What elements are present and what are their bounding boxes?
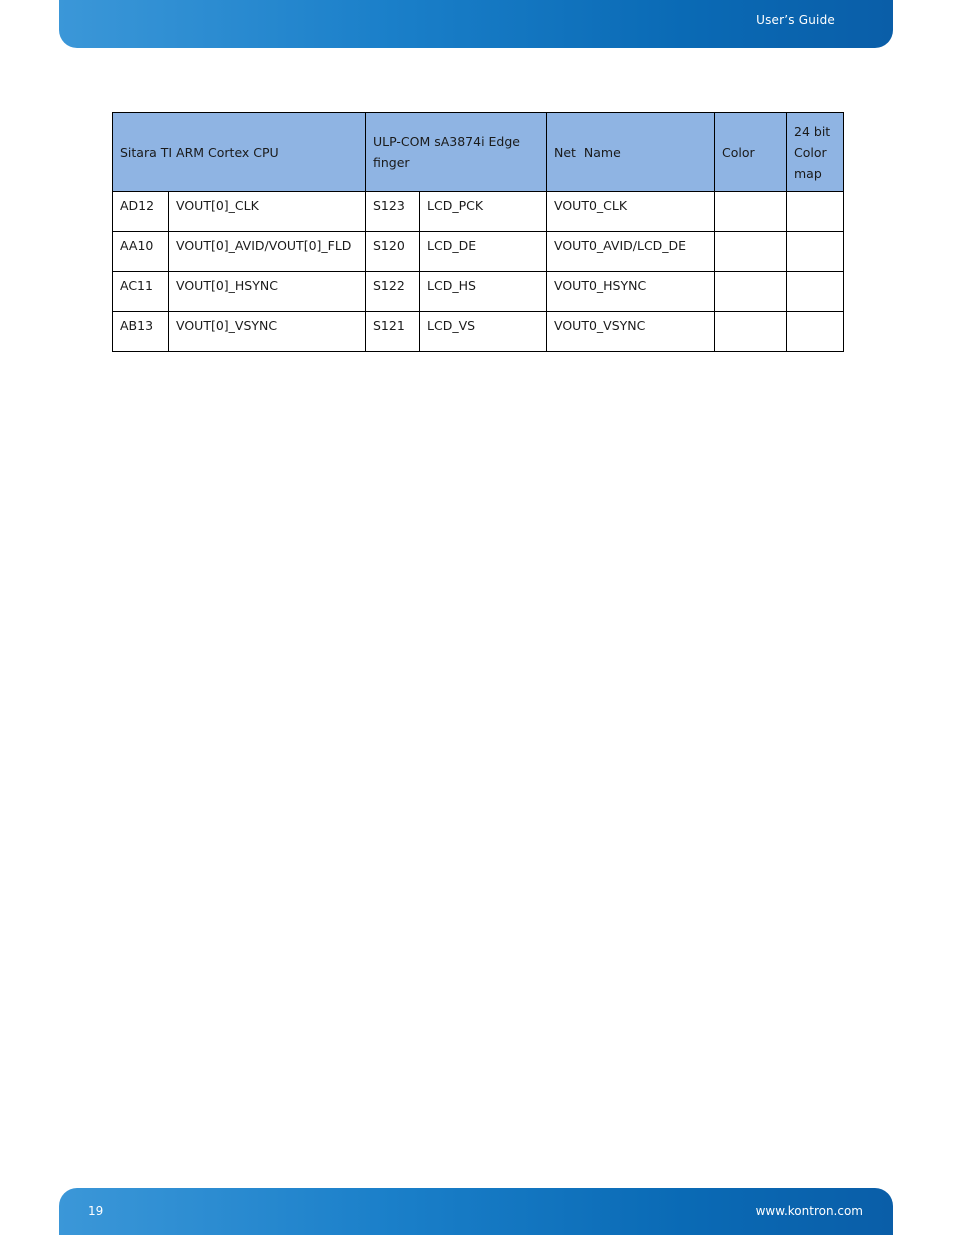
edge-signal: LCD_DE (420, 232, 547, 272)
edge-signal: LCD_VS (420, 312, 547, 352)
net-name: VOUT0_CLK (547, 192, 715, 232)
header-net-name: Net Name (547, 113, 715, 192)
color-cell (715, 192, 787, 232)
color-map-cell (787, 232, 844, 272)
color-map-cell (787, 312, 844, 352)
table-row (113, 232, 844, 272)
color-cell (715, 272, 787, 312)
cpu-ball: AB13 (113, 312, 169, 352)
page-number: 19 (88, 1204, 104, 1218)
header-color: Color (715, 113, 787, 192)
cpu-signal: VOUT[0]_VSYNC (169, 312, 366, 352)
edge-signal: LCD_HS (420, 272, 547, 312)
cpu-signal: VOUT[0]_AVID/VOUT[0]_FLD (169, 232, 366, 272)
header-edge-finger: ULP-COM sA3874i Edge finger (366, 113, 547, 192)
edge-pin: S120 (366, 232, 420, 272)
color-cell (715, 232, 787, 272)
table-row (113, 192, 844, 232)
color-map-cell (787, 192, 844, 232)
cpu-ball: AD12 (113, 192, 169, 232)
table-row (113, 312, 844, 352)
edge-pin: S122 (366, 272, 420, 312)
net-name: VOUT0_AVID/LCD_DE (547, 232, 715, 272)
website-link[interactable]: www.kontron.com (755, 1204, 863, 1218)
header-color-map: 24 bit Color map (787, 113, 844, 192)
color-map-cell (787, 272, 844, 312)
signal-mapping-table (112, 112, 844, 352)
edge-pin: S121 (366, 312, 420, 352)
page-footer-bar (59, 1188, 893, 1235)
net-name: VOUT0_VSYNC (547, 312, 715, 352)
cpu-ball: AC11 (113, 272, 169, 312)
page-header-bar (59, 0, 893, 48)
cpu-signal: VOUT[0]_HSYNC (169, 272, 366, 312)
header-title: User’s Guide (756, 13, 835, 27)
header-cpu: Sitara TI ARM Cortex CPU (113, 113, 366, 192)
net-name: VOUT0_HSYNC (547, 272, 715, 312)
cpu-ball: AA10 (113, 232, 169, 272)
cpu-signal: VOUT[0]_CLK (169, 192, 366, 232)
table-header-row (113, 113, 844, 192)
edge-signal: LCD_PCK (420, 192, 547, 232)
color-cell (715, 312, 787, 352)
edge-pin: S123 (366, 192, 420, 232)
table-row (113, 272, 844, 312)
